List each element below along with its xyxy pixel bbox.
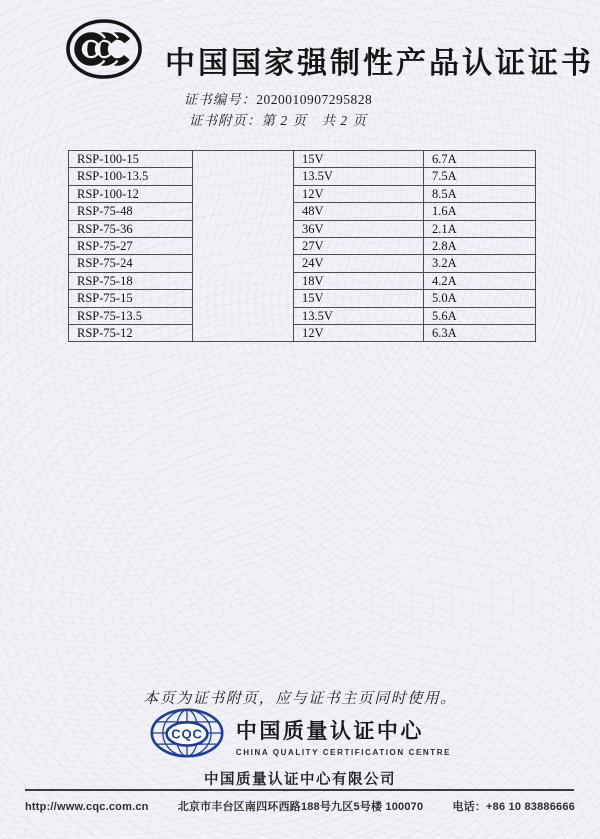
- footer-row: [25, 798, 575, 814]
- footer-phone: [452, 798, 575, 814]
- voltage-cell: 13.5V: [294, 307, 424, 324]
- table-row: [69, 151, 536, 168]
- current-cell: 1.6A: [424, 203, 536, 220]
- table-row: [69, 325, 536, 342]
- voltage-cell: 12V: [294, 325, 424, 342]
- footer-phone-label: 电话：: [452, 801, 487, 813]
- current-cell: 7.5A: [424, 168, 536, 185]
- current-cell: 5.0A: [424, 290, 536, 307]
- model-cell: RSP-75-27: [69, 238, 193, 255]
- model-cell: RSP-75-12: [69, 325, 193, 342]
- cqc-names: [236, 715, 451, 757]
- model-cell: RSP-100-12: [69, 185, 193, 202]
- certificate-page-value: 第 2 页 共 2 页: [261, 113, 367, 128]
- footer-website: http://www.cqc.com.cn: [25, 801, 149, 813]
- voltage-cell: 15V: [294, 290, 424, 307]
- certificate-number-label: 证书编号：: [183, 92, 257, 107]
- certificate-number-line: [0, 89, 578, 110]
- certificate-page-label: 证书附页：: [189, 113, 262, 128]
- cqc-name-english: CHINA QUALITY CERTIFICATION CENTRE: [235, 747, 452, 757]
- voltage-cell: 36V: [294, 220, 424, 237]
- footer-phone-number: +86 10 83886666: [486, 801, 575, 813]
- cqc-logo-block: [0, 706, 600, 765]
- current-cell: 4.2A: [424, 272, 536, 289]
- voltage-cell: 24V: [294, 255, 424, 272]
- company-name: 中国质量认证中心有限公司: [204, 772, 396, 788]
- attachment-note: 本页为证书附页，应与证书主页同时使用。: [143, 691, 457, 707]
- certificate-page-line: [0, 110, 578, 131]
- merged-empty-cell: [193, 151, 294, 342]
- model-cell: RSP-100-15: [69, 151, 193, 168]
- model-cell: RSP-75-18: [69, 272, 193, 289]
- model-cell: RSP-75-36: [69, 220, 193, 237]
- current-cell: 2.8A: [424, 238, 536, 255]
- voltage-cell: 18V: [294, 272, 424, 289]
- footer-divider: [25, 789, 574, 791]
- table-row: [69, 203, 536, 220]
- current-cell: 3.2A: [424, 255, 536, 272]
- voltage-cell: 27V: [294, 238, 424, 255]
- model-cell: RSP-75-48: [69, 203, 193, 220]
- cqc-globe-icon: [149, 706, 225, 765]
- ccc-mark-icon: [60, 16, 148, 87]
- table-row: [69, 168, 536, 185]
- voltage-cell: 12V: [294, 185, 424, 202]
- certificate-title: 中国国家强制性产品认证证书: [165, 47, 594, 80]
- model-spec-table: [68, 150, 536, 342]
- current-cell: 6.7A: [424, 151, 536, 168]
- table-row: [69, 255, 536, 272]
- model-cell: RSP-75-24: [69, 255, 193, 272]
- table-row: [69, 220, 536, 237]
- footer-address: 北京市丰台区南四环西路188号九区5号楼 100070: [177, 801, 424, 813]
- current-cell: 2.1A: [424, 220, 536, 237]
- voltage-cell: 13.5V: [294, 168, 424, 185]
- model-cell: RSP-75-15: [69, 290, 193, 307]
- cqc-name-chinese: 中国质量认证中心: [235, 719, 424, 743]
- certificate-number-value: 2020010907295828: [256, 92, 373, 107]
- table-row: [69, 238, 536, 255]
- voltage-cell: 48V: [294, 203, 424, 220]
- model-cell: RSP-75-13.5: [69, 307, 193, 324]
- table-row: [69, 272, 536, 289]
- table-row: [69, 290, 536, 307]
- voltage-cell: 15V: [294, 151, 424, 168]
- cqc-globe-text: CQC: [171, 726, 203, 742]
- current-cell: 8.5A: [424, 185, 536, 202]
- current-cell: 6.3A: [424, 325, 536, 342]
- current-cell: 5.6A: [424, 307, 536, 324]
- certificate-meta: [0, 89, 578, 131]
- table-row: [69, 307, 536, 324]
- model-cell: RSP-100-13.5: [69, 168, 193, 185]
- table-row: [69, 185, 536, 202]
